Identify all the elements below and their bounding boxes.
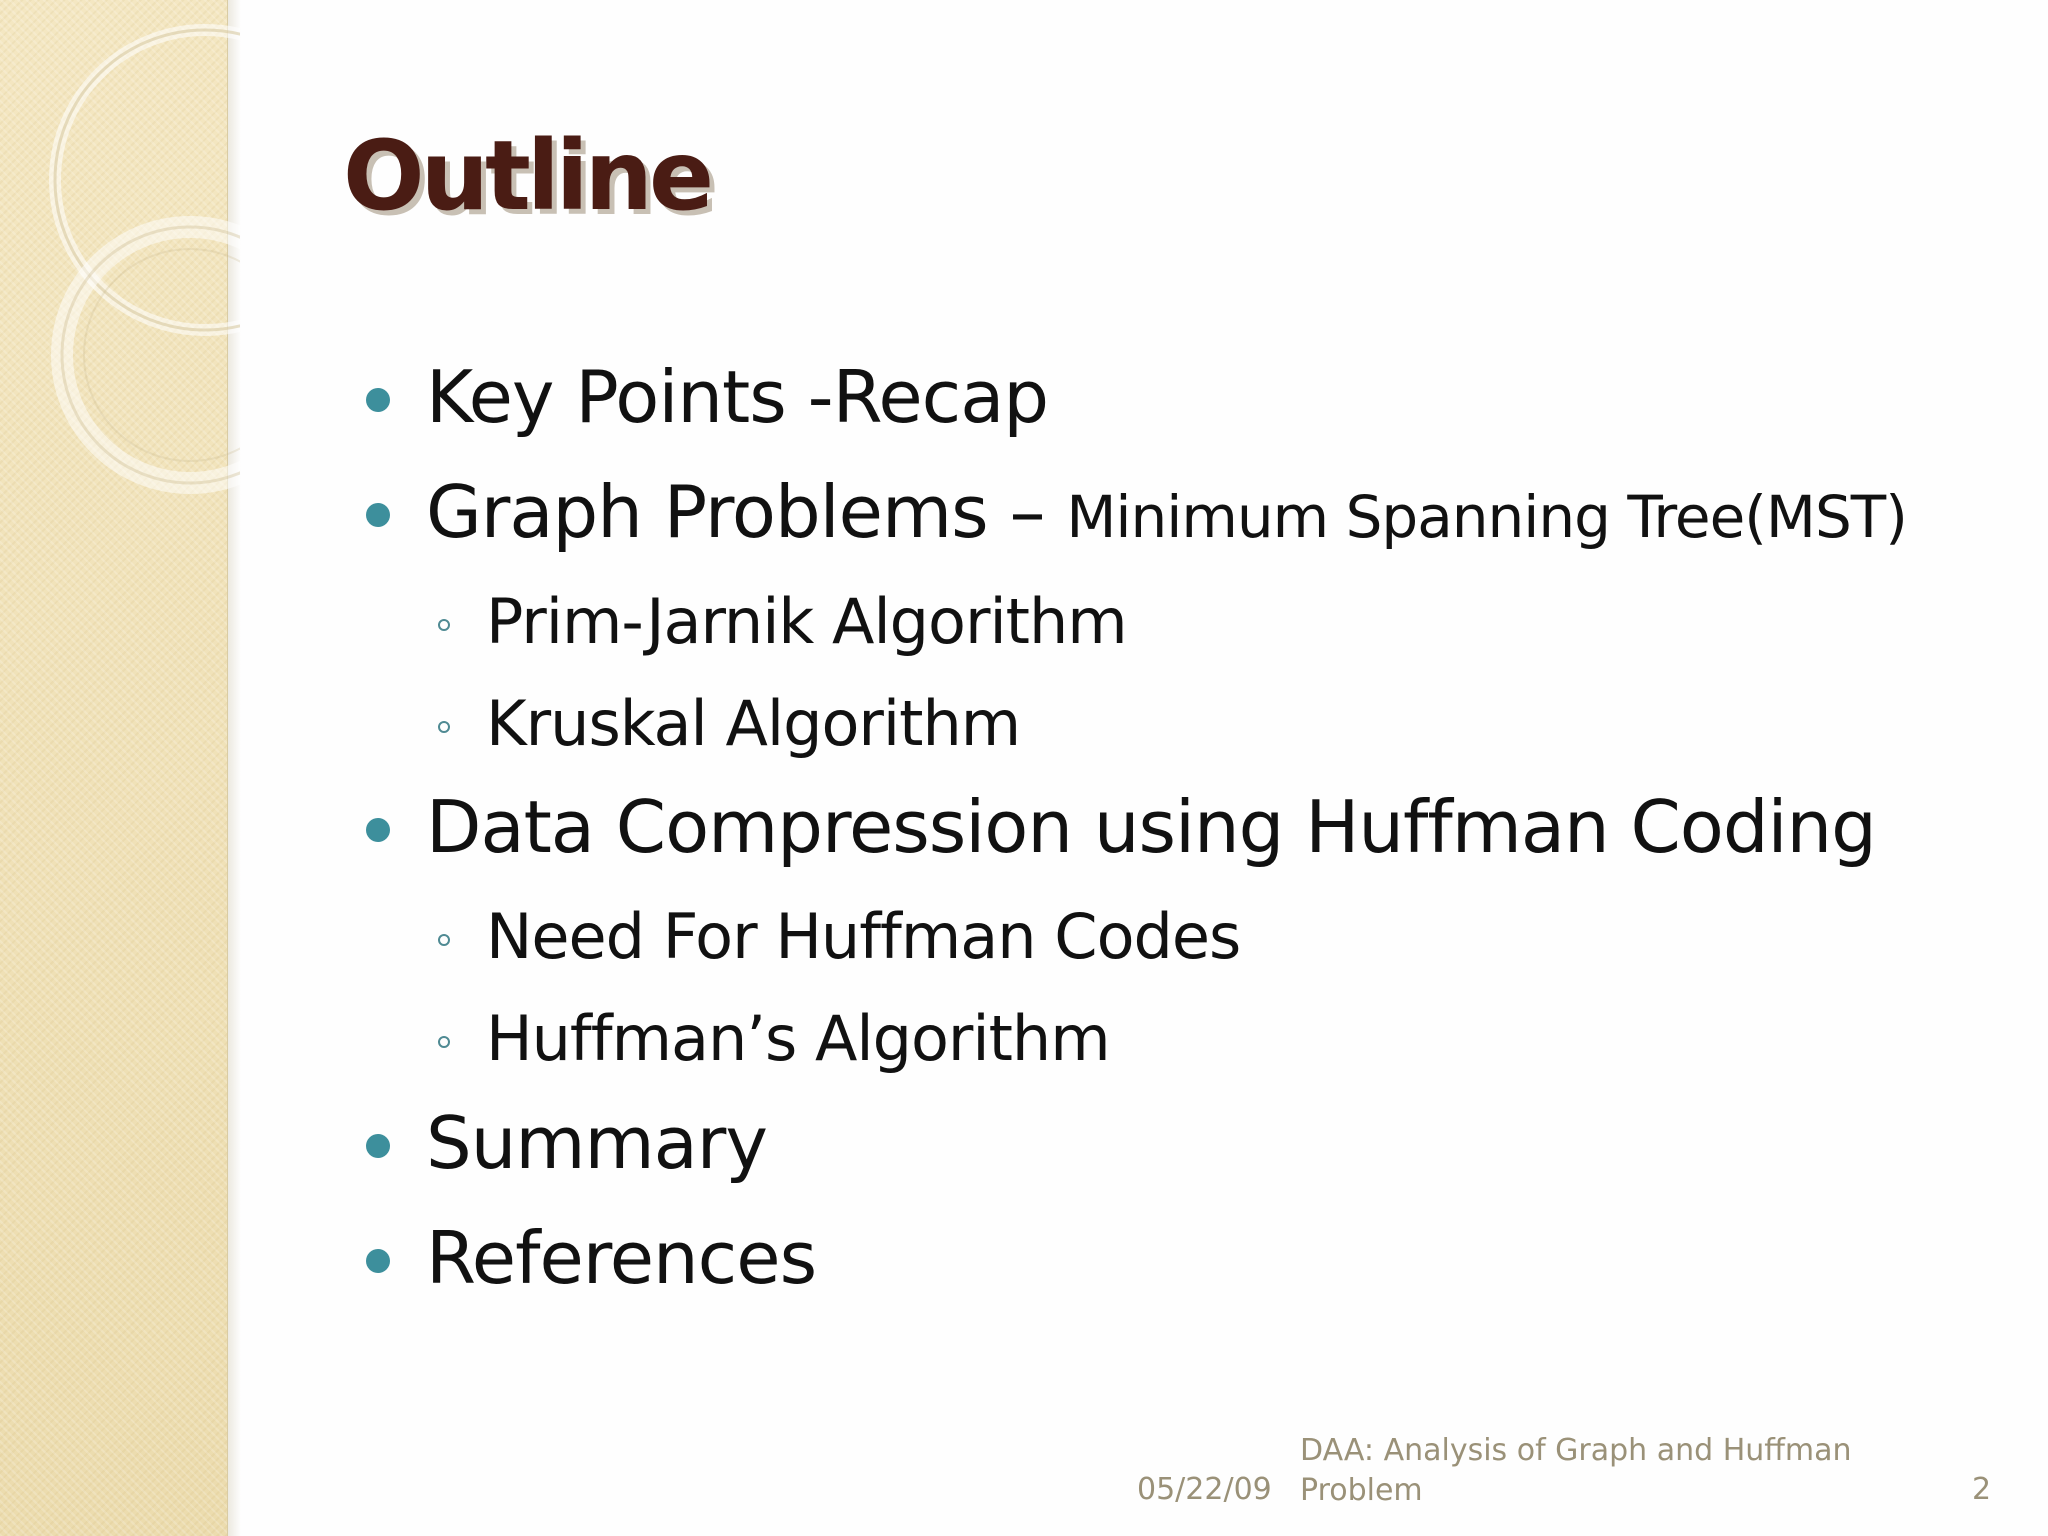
- outline-item-text: Key Points -Recap: [426, 355, 1049, 439]
- outline-item-text: Data Compression using Huffman Coding: [426, 785, 1876, 869]
- hollow-circle-bullet-icon: [438, 619, 450, 631]
- outline-subitem-text: Need For Huffman Codes: [486, 900, 1241, 973]
- outline-item-subtitle-text: Minimum Spanning Tree(MST): [1066, 483, 1907, 551]
- outline-subitem-text: Prim-Jarnik Algorithm: [486, 585, 1127, 658]
- outline-item-text: Summary: [426, 1101, 767, 1185]
- filled-circle-bullet-icon: [366, 388, 390, 412]
- filled-circle-bullet-icon: [366, 1249, 390, 1273]
- footer-title: [1300, 1431, 1852, 1511]
- footer-title-line-1: DAA: Analysis of Graph and Huffman: [1300, 1433, 1852, 1468]
- outline-item-text: References: [426, 1216, 817, 1300]
- filled-circle-bullet-icon: [366, 1134, 390, 1158]
- hollow-circle-bullet-icon: [438, 1036, 450, 1048]
- hollow-circle-bullet-icon: [438, 721, 450, 733]
- outline-item-text: [426, 470, 1907, 554]
- slide-title: Outline: [343, 120, 711, 232]
- decorative-rings-icon: [0, 0, 240, 520]
- hollow-circle-bullet-icon: [438, 934, 450, 946]
- outline-subitem-text: Huffman’s Algorithm: [486, 1002, 1110, 1075]
- filled-circle-bullet-icon: [366, 503, 390, 527]
- filled-circle-bullet-icon: [366, 818, 390, 842]
- outline-subitem-text: Kruskal Algorithm: [486, 687, 1021, 760]
- outline-item-main-text: Graph Problems –: [426, 470, 1067, 554]
- page-number: 2: [1972, 1472, 1992, 1507]
- footer-title-line-2: Problem: [1300, 1473, 1423, 1508]
- footer-date: 05/22/09: [1137, 1472, 1272, 1507]
